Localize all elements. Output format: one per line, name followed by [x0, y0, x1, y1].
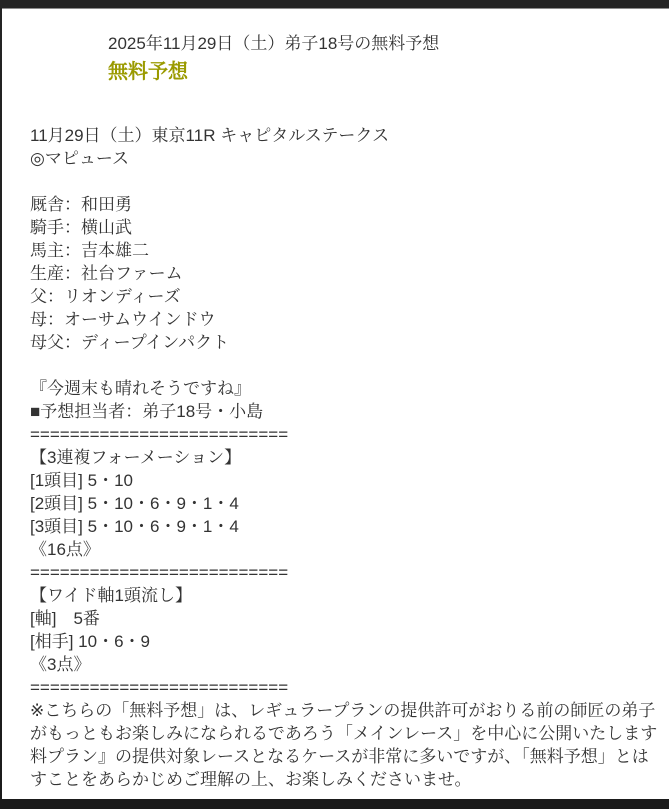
blank-line	[30, 354, 669, 377]
profile-breeder: 生産：社台ファーム	[30, 264, 183, 283]
profile-owner: 馬主：吉本雄二	[30, 241, 149, 260]
profile-dam: 母：オーサムウインドウ	[30, 310, 216, 329]
separator-line: ==========================	[30, 678, 289, 697]
disclaimer-line-2: がもっともお楽しみになられるであろう「メインレース」を中心に公開いたします	[30, 724, 658, 743]
separator-line: ==========================	[30, 563, 289, 582]
post-date-title: 2025年11月29日（土）弟子18号の無料予想	[108, 34, 440, 53]
profile-stable: 厩舎：和田勇	[30, 195, 132, 214]
bet-trio-points: 《16点》	[30, 540, 100, 559]
page-title: 無料予想	[108, 61, 188, 83]
staff-line: ■予想担当者：弟子18号・小島	[30, 402, 264, 421]
comment-line: 『今週末も晴れそうですね』	[30, 379, 251, 398]
disclaimer-line-1: ※こちらの「無料予想」は、レギュラープランの提供許可がおりる前の師匠の弟子	[30, 701, 656, 720]
bet-trio-title: 【3連複フォーメーション】	[30, 448, 242, 467]
bet-wide-axis: [軸] 5番	[30, 609, 100, 628]
pick-line: ◎マピュース	[30, 149, 129, 168]
bet-wide-points: 《3点》	[30, 655, 91, 674]
page-header	[2, 9, 669, 85]
disclaimer-line-3: 料プラン』の提供対象レースとなるケースが非常に多いですが、「無料予想」とは	[30, 747, 649, 766]
profile-jockey: 騎手：横山武	[30, 218, 132, 237]
bet-trio-row1: [1頭目] 5・10	[30, 471, 133, 490]
bet-trio-row2: [2頭目] 5・10・6・9・1・4	[30, 494, 239, 513]
profile-sire: 父：リオンディーズ	[30, 287, 181, 306]
bet-wide-title: 【ワイド軸1頭流し】	[30, 586, 192, 605]
post-body	[2, 124, 669, 791]
disclaimer-line-4: すことをあらかじめご理解の上、お楽しみくださいませ。	[30, 770, 472, 789]
separator-line: ==========================	[30, 425, 289, 444]
race-line: 11月29日（土）東京11R キャピタルステークス	[30, 126, 390, 145]
blank-line	[30, 170, 669, 193]
bet-trio-row3: [3頭目] 5・10・6・9・1・4	[30, 517, 239, 536]
profile-damsire: 母父：ディープインパクト	[30, 333, 230, 352]
content-sheet	[2, 8, 669, 799]
bet-wide-partners: [相手] 10・6・9	[30, 632, 150, 651]
